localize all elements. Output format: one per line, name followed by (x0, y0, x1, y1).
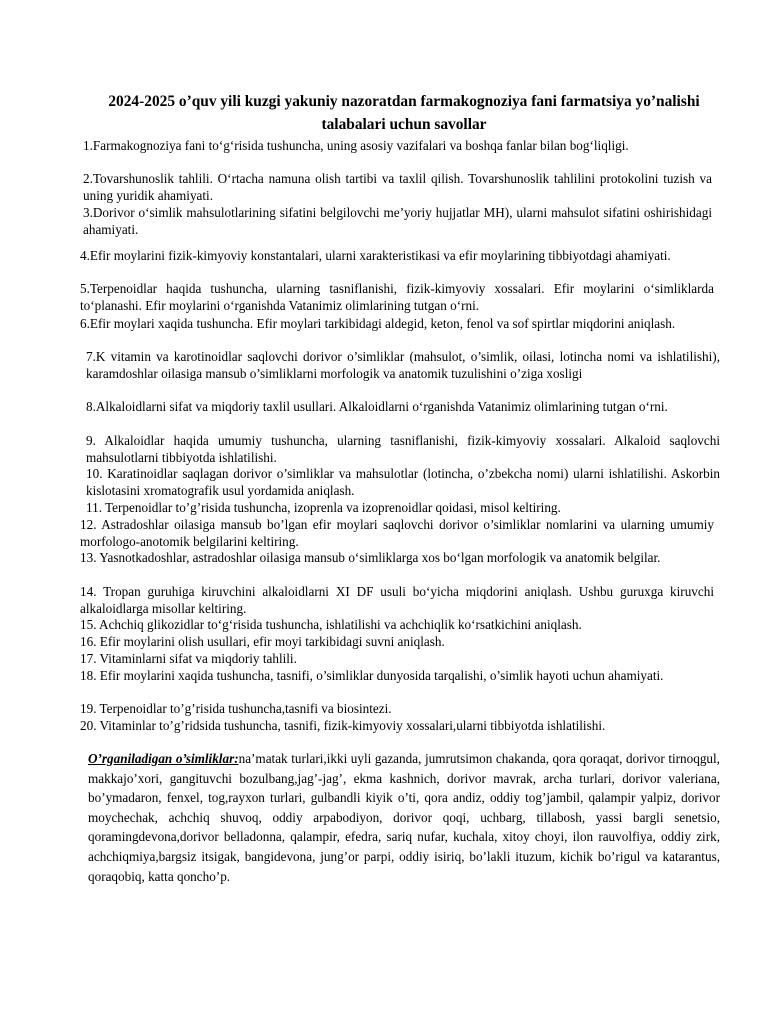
question-17: 17. Vitaminlarni sifat va miqdoriy tahlili. (80, 651, 297, 666)
question-20: 20. Vitaminlar to’g’ridsida tushuncha, tasnifi, fizik-kimyoviy xossalari,ularni tibbiyotda ishlatilishi. (80, 718, 606, 733)
question-10: 10. Karatinoidlar saqlagan dorivor o’simliklar va mahsulotlar (lotincha, o’zbekcha nomi) ularni ishlatilishi. Askorbin kislotasini xromatografik usul yordamida aniqlash. (86, 466, 720, 498)
question-5: 5.Terpenoidlar haqida tushuncha, ularning tasniflanishi, fizik-kimyoviy xossalari. Efir moylarini o‘simliklarda to‘planashi. Efir moylarini o‘rganishda Vatanimiz olimlarining tutgan o‘rni. (80, 281, 714, 313)
question-19: 19. Terpenoidlar to’g’risida tushuncha,tasnifi va biosintezi. (80, 701, 392, 716)
page-title: 2024-2025 o’quv yili kuzgi yakuniy nazoratdan farmakognoziya fani farmatsiya yo’nalishi talabalari uchun savollar (108, 93, 700, 133)
question-15: 15. Achchiq glikozidlar to‘g‘risida tushuncha, ishlatilishi va achchiqlik ko‘rsatkichini aniqlash. (80, 617, 582, 632)
question-2: 2.Tovarshunoslik tahlili. O‘rtacha namuna olish tartibi va taxlil qilish. Tovarshunoslik tahlilini protokolini tuzish va uning yuridik ahamiyati. (83, 171, 712, 203)
question-18: 18. Efir moylarini xaqida tushuncha, tasnifi, o’simliklar dunyosida tarqalishi, o’simlik hayoti uchun ahamiyati. (80, 668, 664, 683)
question-13: 13. Yasnotkadoshlar, astradoshlar oilasiga mansub o‘simliklarga xos bo‘lgan morfologik va anatomik belgilar. (80, 550, 661, 565)
plants-list: na’matak turlari,ikki uyli gazanda, jumrutsimon chakanda, qora qoraqat, dorivor tirnoqgul, makkajo’xori, gangituvchi bozulbang,jag’-jag’, ekma kashnich, dorivor mavrak, archa turlari, dorivor valeriana, bo’ymadaron, fenxel, tog,rayxon turlari, gulbandli kiyik o’ti, qora andiz, oddiy tog’jambil, qalampir yalpiz, dorivor moychechak, achchiq shuvoq, oddiy arpabodiyon, dorivor qoqi, uchbarg, tillabosh, yassi bargli senetsio, qoramingdevona,dorivor belladonna, qalampir, efedra, sariq nufar, kuchala, xitoy choyi, ilon rauvolfiya, oddiy zirk, achchiqmiya,bargsiz itsigak, bangidevona, jung’or parpi, oddiy isiriq, bo’lakli ituzum, kichik bo’rigul va katarantus, qoraqobiq, katta qoncho’p. (88, 751, 720, 884)
question-7: 7.K vitamin va karotinoidlar saqlovchi dorivor o’simliklar (mahsulot, o’simlik, oilasi, lotincha nomi va ishlatilishi), karamdoshlar oilasiga mansub o’simliklarni morfologik va anatomik tuzulishini o’ziga xosligi (86, 349, 720, 381)
plants-label: O’rganiladigan o’simliklar: (88, 751, 239, 766)
question-9: 9. Alkaloidlar haqida umumiy tushuncha, ularning tasniflanishi, fizik-kimyoviy xossalari. Alkaloid saqlovchi mahsulotlarni tibbiyotda ishlatilishi. (86, 433, 720, 465)
question-12: 12. Astradoshlar oilasiga mansub bo’lgan efir moylari saqlovchi dorivor o’simliklar nomlarini va ularning umumiy morfologo-anotomik belgilarini keltiring. (80, 517, 714, 549)
question-1: 1.Farmakognoziya fani to‘g‘risida tushuncha, uning asosiy vazifalari va boshqa fanlar bilan bog‘liqligi. (83, 138, 629, 153)
question-6: 6.Efir moylari xaqida tushuncha. Efir moylari tarkibidagi aldegid, keton, fenol va sof spirtlar miqdorini aniqlash. (80, 316, 676, 331)
question-8: 8.Alkaloidlarni sifat va miqdoriy taxlil usullari. Alkaloidlarni o‘rganishda Vatanimiz olimlarining tutgan o‘rni. (86, 399, 668, 414)
question-4: 4.Efir moylarini fizik-kimyoviy konstantalari, ularni xarakteristikasi va efir moylarining tibbiyotdagi ahamiyati. (80, 248, 671, 263)
question-3: 3.Dorivor o‘simlik mahsulotlarining sifatini belgilovchi me’yoriy hujjatlar MH), ularni mahsulot sifatini oshirishidagi ahamiyati. (83, 205, 712, 237)
question-14: 14. Tropan guruhiga kiruvchini alkaloidlarni XI DF usuli bo‘yicha miqdorini aniqlash. Ushbu guruxga kiruvchi alkaloidlarga misollar keltiring. (80, 584, 714, 616)
question-11: 11. Terpenoidlar to’g’risida tushuncha, izoprenla va izoprenoidlar qoidasi, misol keltiring. (86, 500, 561, 515)
question-16: 16. Efir moylarini olish usullari, efir moyi tarkibidagi suvni aniqlash. (80, 634, 445, 649)
plants-paragraph (88, 749, 720, 886)
